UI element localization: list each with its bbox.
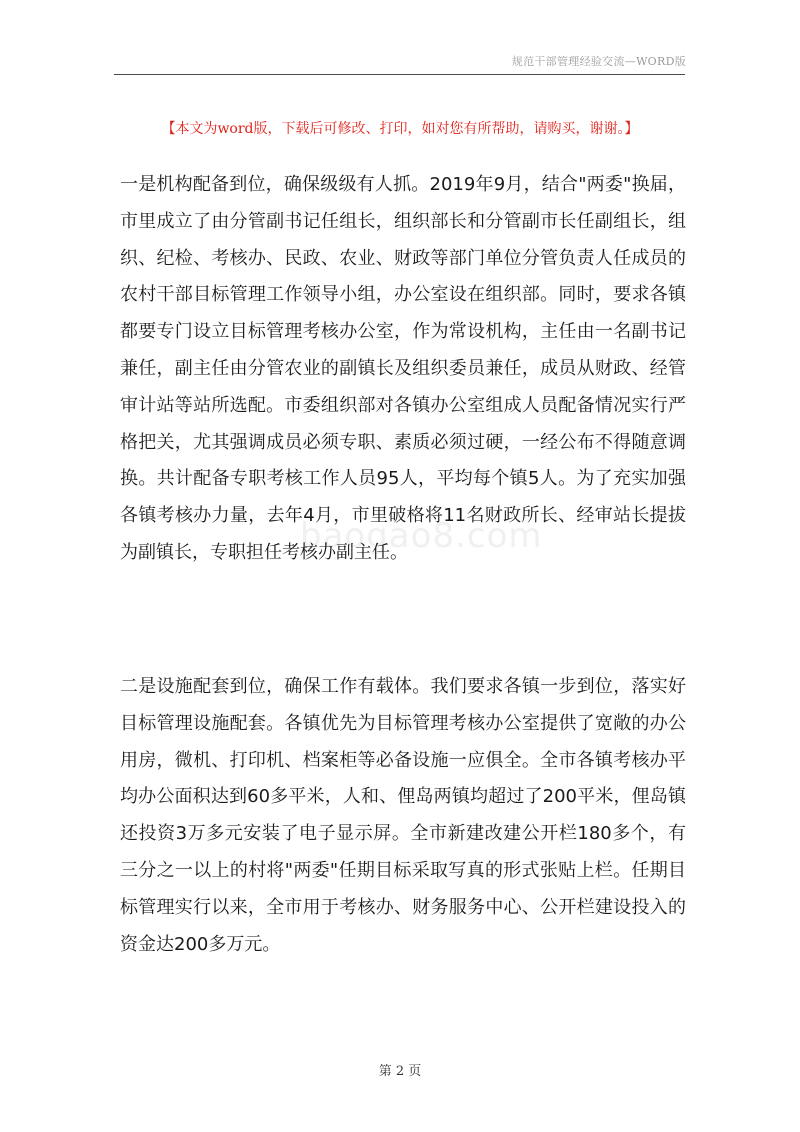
running-header: 规范干部管理经验交流—WORD版 bbox=[511, 55, 686, 68]
page-number: 第 2 页 bbox=[378, 1064, 422, 1079]
paragraph-facilities: 二是设施配套到位，确保工作有载体。我们要求各镇一步到位，落实好目标管理设施配套。各镇优先为目标管理考核办公室提供了宽敞的办公用房，微机、打印机、档案柜等必备设施一应俱全。全市各镇考核办平均办公面积达到60多平米，人和、俚岛两镇均超过了200平米，俚岛镇还投资3万多元安装了电子显示屏。全市新建改建公开栏180多个，有三分之一以上的村将"两委"任期目标采取写真的形式张贴上栏。任期目标管理实行以来，全市用于考核办、财务服务中心、公开栏建设投入的资金达200多万元。 bbox=[120, 676, 686, 955]
watermark: baogao8.com bbox=[300, 516, 543, 556]
purchase-notice: 【本文为word版，下载后可修改、打印，如对您有所帮助，请购买，谢谢。】 bbox=[161, 121, 639, 137]
header-divider bbox=[114, 74, 685, 75]
paragraph-organization: 一是机构配备到位，确保级级有人抓。2019年9月，结合"两委"换届，市里成立了由分管副书记任组长，组织部长和分管副市长任副组长，组织、纪检、考核办、民政、农业、财政等部门单位分管负责人任成员的农村干部目标管理工作领导小组，办公室设在组织部。同时，要求各镇都要专门设立目标管理考核办公室，作为常设机构，主任由一名副书记兼任，副主任由分管农业的副镇长及组织委员兼任，成员从财政、经管审计站等站所选配。市委组织部对各镇办公室组成人员配备情况实行严格把关，尤其强调成员必须专职、素质必须过硬，一经公布不得随意调换。共计配备专职考核工作人员95人，平均每个镇5人。为了充实加强各镇考核办力量，去年4月，市里破格将11名财政所长、经审站长提拔为副镇长，专职担任考核办副主任。 bbox=[120, 174, 686, 563]
